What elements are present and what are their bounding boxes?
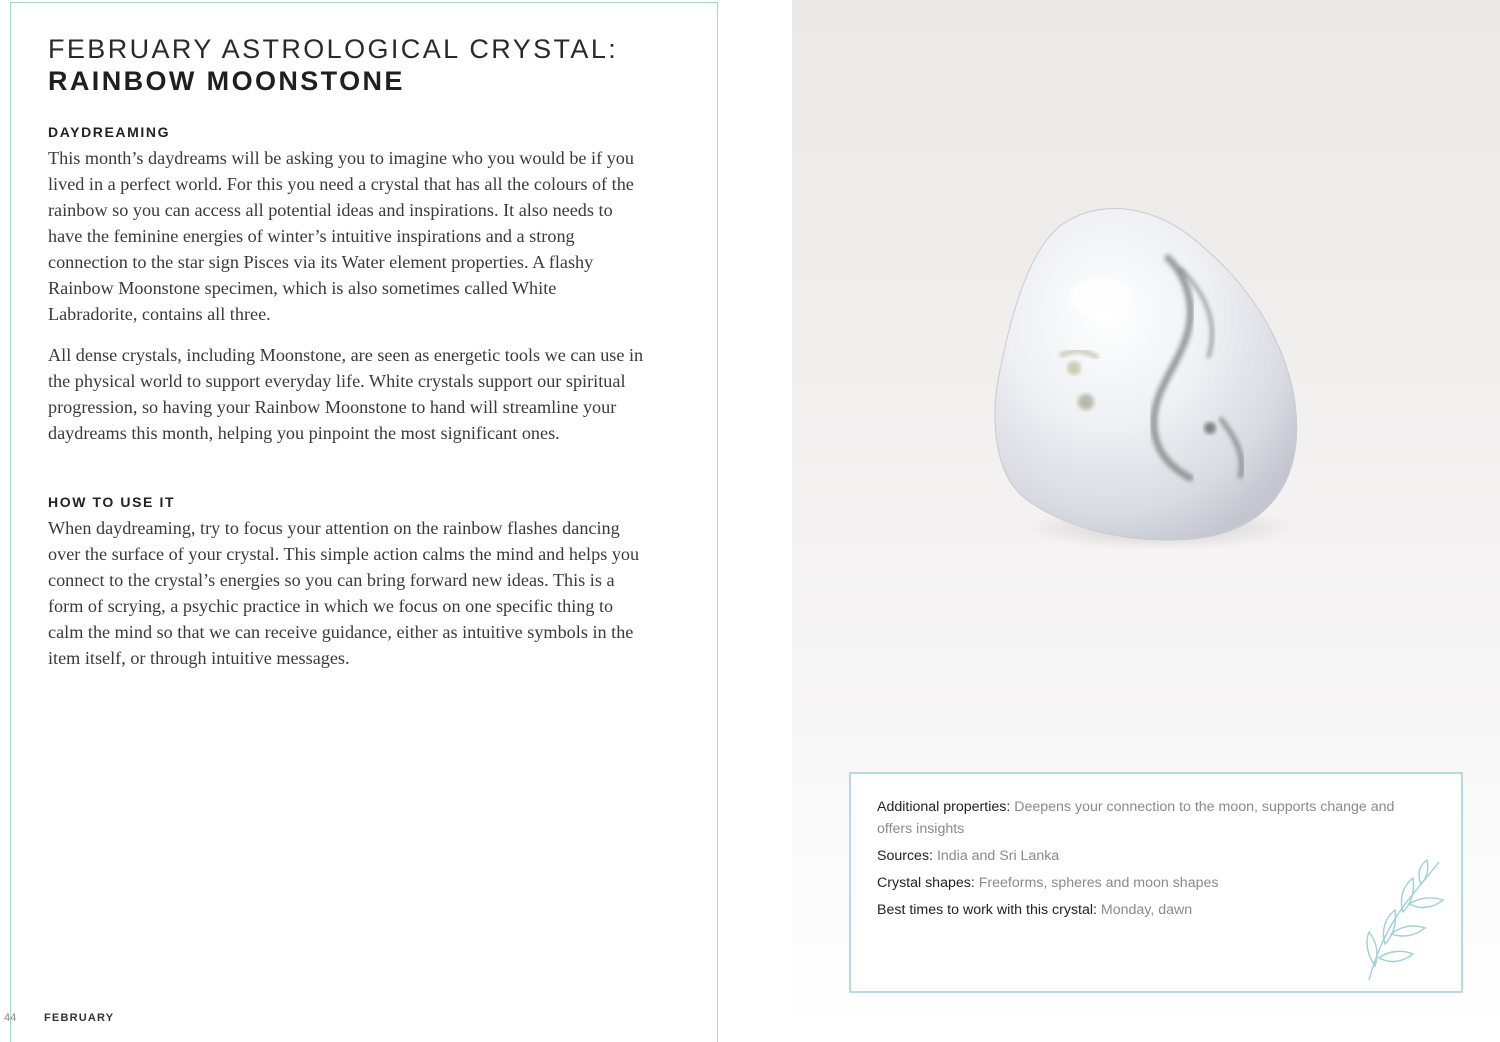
paragraph-daydreaming-1: This month’s daydreams will be asking you to imagine who you would be if you lived in a perfect world. For this you need a crystal that has all the colours of the rainbow so you can access all potential ideas and inspirations. It also needs to have the feminine energies of winter’s intuitive inspirations and a strong connection to the star sign Pisces via its Water element properties. A flashy Rainbow Moonstone specimen, which is also sometimes called White Labradorite, contains all three. bbox=[48, 148, 634, 324]
info-value: Monday, dawn bbox=[1096, 902, 1193, 918]
page-footer bbox=[4, 1012, 114, 1024]
paragraph-how-to-use: When daydreaming, try to focus your attention on the rainbow flashes dancing over the surface of your crystal. This simple action calms the mind and helps you connect to the crystal’s energies so you can bring forward new ideas. This is a form of scrying, a psychic practice in which we focus on one specific thing to calm the mind so that we can receive guidance, either as intuitive symbols in the item itself, or through intuitive messages. bbox=[48, 518, 640, 668]
info-item-crystal-shapes bbox=[877, 872, 1407, 894]
page-title bbox=[48, 33, 688, 97]
crystal-info-box bbox=[849, 772, 1463, 993]
title-line-1: FEBRUARY ASTROLOGICAL CRYSTAL: bbox=[48, 34, 619, 64]
info-label: Best times to work with this crystal: bbox=[877, 902, 1097, 918]
moonstone-crystal-icon bbox=[990, 198, 1310, 558]
paragraph-daydreaming-2: All dense crystals, including Moonstone, are seen as energetic tools we can use in the physical world to support everyday life. White crystals support our spiritual progression, so having your Rainbow Moonstone to hand will streamline your daydreams this month, helping you pinpoint the most significant ones. bbox=[48, 345, 644, 443]
moonstone-crystal-image bbox=[990, 198, 1310, 558]
leaf-sprig-icon bbox=[1351, 854, 1447, 984]
section-heading-daydreaming: DAYDREAMING bbox=[48, 124, 171, 140]
info-label: Additional properties: bbox=[877, 799, 1011, 815]
info-label: Crystal shapes: bbox=[877, 875, 975, 891]
info-value: India and Sri Lanka bbox=[933, 848, 1060, 864]
page-number: 44 bbox=[4, 1012, 17, 1024]
info-value: Freeforms, spheres and moon shapes bbox=[974, 875, 1219, 891]
right-page bbox=[792, 0, 1500, 1032]
info-label: Sources: bbox=[877, 848, 933, 864]
info-list bbox=[877, 796, 1407, 926]
info-value: Deepens your connection to the moon, supports change and offers insights bbox=[877, 799, 1395, 837]
info-item-sources bbox=[877, 845, 1407, 867]
running-head: FEBRUARY bbox=[44, 1012, 115, 1024]
info-item-additional-properties bbox=[877, 796, 1407, 840]
section-heading-how-to-use: HOW TO USE IT bbox=[48, 494, 176, 510]
title-line-2: RAINBOW MOONSTONE bbox=[48, 66, 405, 96]
info-item-best-times bbox=[877, 899, 1407, 921]
left-page bbox=[0, 0, 740, 1032]
